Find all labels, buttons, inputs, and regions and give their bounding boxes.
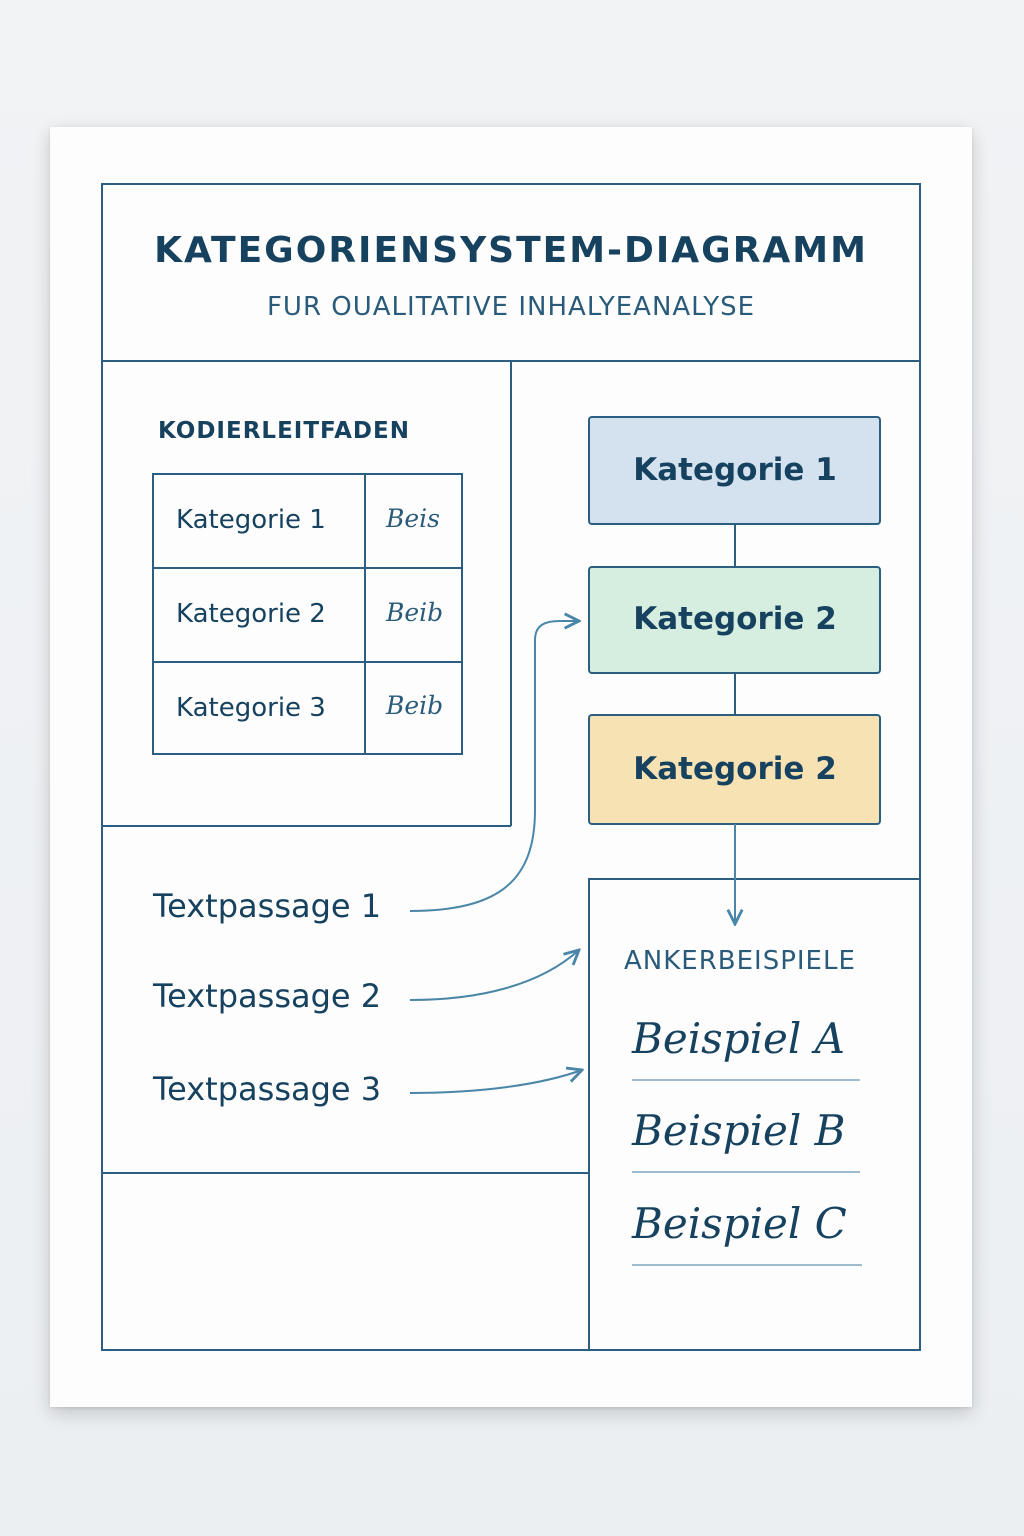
page-subtitle: FUR OUALITATIVE INHALYEANALYSE	[266, 292, 756, 322]
coding-table-category: Kategorie 3	[176, 693, 326, 723]
text-passage-3[interactable]: Textpassage 3	[153, 1070, 382, 1108]
passage-3-arrow	[410, 1070, 582, 1093]
passage-1-arrow	[410, 621, 579, 911]
anchor-example-a: Beispiel A	[632, 1014, 845, 1063]
anchor-example-c: Beispiel C	[632, 1199, 847, 1248]
category-box-3-label: Kategorie 2	[633, 751, 837, 787]
category-box-2-label: Kategorie 2	[633, 601, 837, 637]
coding-table-example: Beis	[386, 504, 440, 533]
coding-table-category: Kategorie 1	[176, 505, 326, 535]
anchor-example-b: Beispiel B	[632, 1106, 846, 1155]
category-box-1-label: Kategorie 1	[633, 452, 837, 488]
coding-table-category: Kategorie 2	[176, 599, 326, 629]
coding-table-example: Beib	[386, 691, 444, 720]
page-title: KATEGORIENSYSTEM-DIAGRAMM	[154, 230, 868, 271]
text-passage-1[interactable]: Textpassage 1	[153, 887, 382, 925]
coding-table-example: Beib	[386, 598, 444, 627]
anchor-examples-heading: ANKERBEISPIELE	[624, 946, 856, 976]
passage-2-arrow	[410, 950, 579, 1000]
text-passage-2[interactable]: Textpassage 2	[153, 977, 382, 1015]
coding-guide-heading: KODIERLEITFADEN	[158, 418, 410, 444]
